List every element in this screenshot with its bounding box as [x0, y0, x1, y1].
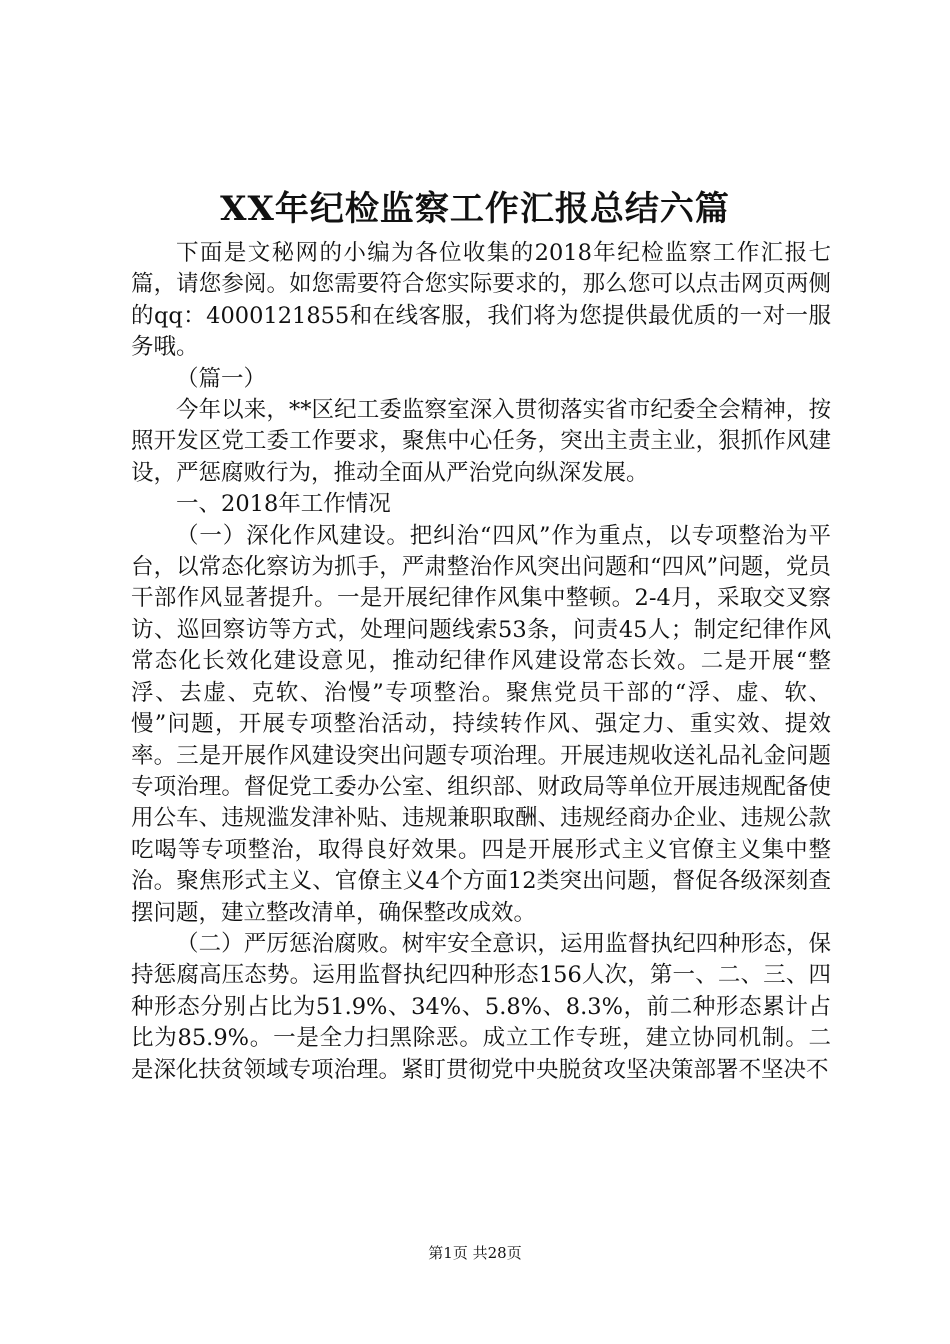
- anti-corruption-paragraph: （二）严厉惩治腐败。树牢安全意识，运用监督执纪四种形态，保持惩腐高压态势。运用监督执纪四种形态156人次，第一、二、三、四种形态分别占比为51.9%、34%、5.8%、8.3%，前二种形态累计占比为85.9%。一是全力扫黑除恶。成立工作专班，建立协同机制。二是深化扶贫领域专项治理。紧盯贯彻党中央脱贫攻坚决策部署不坚决不: [131, 930, 831, 1083]
- summary-paragraph: 今年以来，**区纪工委监察室深入贯彻落实省市纪委全会精神，按照开发区党工委工作要求，聚焦中心任务，突出主责主业，狠抓作风建设，严惩腐败行为，推动全面从严治党向纵深发展。: [131, 397, 831, 486]
- page-total: 共28页: [472, 1244, 522, 1262]
- section-heading: 一、2018年工作情况: [176, 491, 391, 518]
- document-body: [131, 238, 831, 1086]
- work-style-paragraph: （一）深化作风建设。把纠治“四风”作为重点，以专项整治为平台，以常态化察访为抓手，严肃整治作风突出问题和“四风”问题，党员干部作风显著提升。一是开展纪律作风集中整顿。2-4月，采取交叉察访、巡回察访等方式，处理问题线索53条，问责45人；制定纪律作风常态化长效化建设意见，推动纪律作风建设常态长效。二是开展“整浮、去虚、克软、治慢”专项整治。聚焦党员干部的“浮、虚、软、慢”问题，开展专项整治活动，持续转作风、强定力、重实效、提效率。三是开展作风建设突出问题专项治理。开展违规收送礼品礼金问题专项治理。督促党工委办公室、组织部、财政局等单位开展违规配备使用公车、违规滥发津补贴、违规兼职取酬、违规经商办企业、违规公款吃喝等专项整治，取得良好效果。四是开展形式主义官僚主义集中整治。聚焦形式主义、官僚主义4个方面12类突出问题，督促各级深刻查摆问题，建立整改清单，确保整改成效。: [131, 522, 831, 926]
- page-number: 第1页: [428, 1244, 468, 1262]
- intro-paragraph: 下面是文秘网的小编为各位收集的2018年纪检监察工作汇报七篇，请您参阅。如您需要符合您实际要求的，那么您可以点击网页两侧的qq：4000121855和在线客服，我们将为您提供最优质的一对一服务哦。: [131, 240, 831, 361]
- document-title: XX年纪检监察工作汇报总结六篇: [220, 189, 730, 229]
- page-footer: [0, 1242, 950, 1264]
- section-label: （篇一）: [176, 365, 267, 392]
